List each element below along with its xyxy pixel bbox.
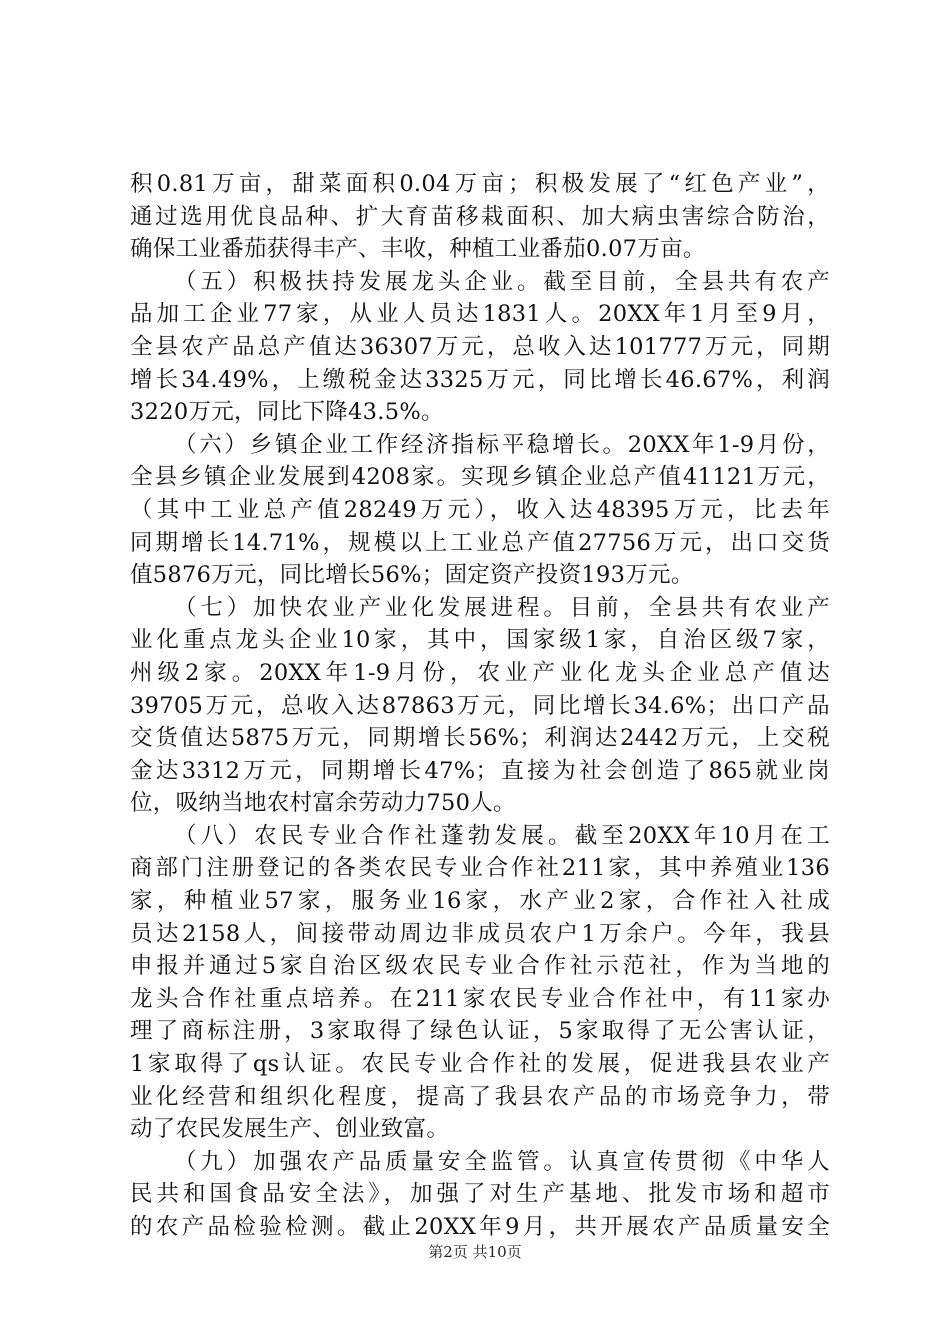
text-line: 3220万元，同比下降43.5%。 — [130, 399, 444, 426]
text-line: 家，种植业57家，服务业16家，水产业2家，合作社入社成 — [130, 888, 830, 915]
text-line: 同期增长14.71%，规模以上工业总产值27756万元，出口交货 — [130, 529, 830, 556]
text-line: （八）农民专业合作社蓬勃发展。截至20XX年10月在工 — [174, 822, 830, 849]
text-line: 品加工企业77家，从业人员达1831人。20XX年1月至9月， — [130, 301, 830, 328]
text-line: （其中工业总产值28249万元），收入达48395万元，比去年 — [130, 496, 830, 523]
text-line: 的农产品检验检测。截止20XX年9月，共开展农产品质量安全 — [130, 1214, 830, 1240]
text-line: 全县乡镇企业发展到4208家。实现乡镇企业总产值41121万元， — [130, 464, 830, 491]
text-line: 动了农民发展生产、创业致富。 — [130, 1116, 450, 1143]
text-line: 交货值达5875万元，同期增长56%；利润达2442万元，上交税 — [130, 725, 830, 752]
body-text — [130, 168, 830, 1244]
text-line: 理了商标注册，3家取得了绿色认证，5家取得了无公害认证， — [130, 1018, 830, 1045]
text-line: 州级2家。20XX年1-9月份，农业产业化龙头企业总产值达 — [130, 659, 830, 686]
text-line: 申报并通过5家自治区级农民专业合作社示范社，作为当地的 — [130, 953, 830, 980]
text-line: （九）加强农产品质量安全监管。认真宣传贯彻《中华人 — [174, 1148, 830, 1175]
text-line: 业化重点龙头企业10家，其中，国家级1家，自治区级7家， — [130, 627, 830, 654]
text-line: 业化经营和组织化程度，提高了我县农产品的市场竞争力，带 — [130, 1083, 830, 1110]
text-line: 39705万元，总收入达87863万元，同比增长34.6%；出口产品 — [130, 692, 830, 719]
text-line: 通过选用优良品种、扩大育苗移栽面积、加大病虫害综合防治， — [130, 203, 830, 230]
text-line: 1家取得了qs认证。农民专业合作社的发展，促进我县农业产 — [130, 1051, 830, 1078]
text-line: 金达3312万元，同期增长47%；直接为社会创造了865就业岗 — [130, 757, 830, 784]
text-line: 积0.81万亩，甜菜面积0.04万亩；积极发展了“红色产业”， — [130, 171, 830, 197]
text-line: 增长34.49%，上缴税金达3325万元，同比增长46.67%，利润 — [130, 366, 830, 393]
page-footer: 第2页 共10页 — [428, 1243, 522, 1261]
text-line: 确保工业番茄获得丰产、丰收，种植工业番茄0.07万亩。 — [130, 236, 706, 263]
text-line: 商部门注册登记的各类农民专业合作社211家，其中养殖业136 — [130, 855, 830, 882]
text-line: 位，吸纳当地农村富余劳动力750人。 — [130, 790, 516, 817]
text-line: 民共和国食品安全法》，加强了对生产基地、批发市场和超市 — [130, 1181, 830, 1208]
text-line: 值5876万元，同比增长56%；固定资产投资193万元。 — [130, 562, 694, 589]
text-line: 龙头合作社重点培养。在211家农民专业合作社中，有11家办 — [130, 985, 830, 1012]
text-line: （七）加快农业产业化发展进程。目前，全县共有农业产 — [174, 594, 830, 621]
text-line: （五）积极扶持发展龙头企业。截至目前，全县共有农产 — [174, 268, 830, 295]
text-line: 全县农产品总产值达36307万元，总收入达101777万元，同期 — [130, 333, 830, 360]
text-line: （六）乡镇企业工作经济指标平稳增长。20XX年1-9月份， — [174, 431, 830, 458]
text-line: 员达2158人，间接带动周边非成员农户1万余户。今年，我县 — [130, 920, 830, 947]
